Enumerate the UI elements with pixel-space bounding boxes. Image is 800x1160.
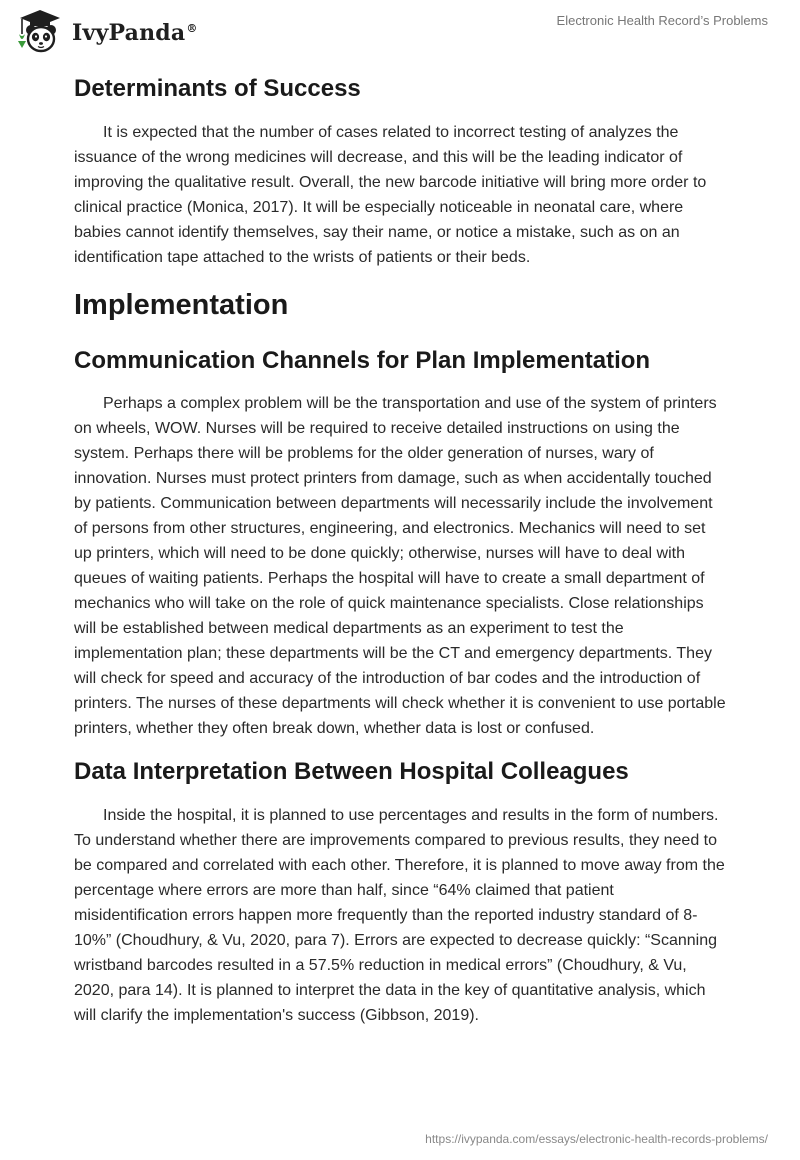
paragraph-communication: Perhaps a complex problem will be the transportation and use of the system of printers on wheels, WOW. Nurses will be required to receive detailed instructions on using the system. Perhaps there will be problems for the older generation of nurses, wary of innovation. Nurses must protect printers from damage, such as when accidentally touched by patients. Communication between departments will necessarily include the involvement of persons from other structures, engineering, and electronics. Mechanics will need to set up printers, which will need to be done quickly; otherwise, nurses will have to deal with queues of waiting patients. Perhaps the hospital will have to create a small department of mechanics who will take on the role of quick maintenance specialists. Close relationships will be established between medical departments as an experiment to test the implementation plan; these departments will be the CT and emergency departments. They will check for speed and accuracy of the introduction of bar codes and the introduction of printers. The nurses of these departments will check whether it is convenient to use portable printers, whether they often break down, whether data is lost or confused.: [74, 395, 726, 738]
panda-graduate-icon: [14, 8, 66, 54]
source-url-link[interactable]: https://ivypanda.com/essays/electronic-health-records-problems/: [425, 1132, 768, 1146]
heading-determinants-of-success: Determinants of Success: [74, 75, 361, 102]
document-title: Electronic Health Record’s Problems: [556, 13, 768, 28]
essay-content: [74, 70, 726, 1028]
paragraph-data-interpretation: Inside the hospital, it is planned to use percentages and results in the form of numbers. To understand whether there are improvements compared to previous results, they need to be compared and correlated with each other. Therefore, it is planned to move away from the percentage where errors are more than half, since “64% claimed that patient misidentification errors happen more frequently than the reported industry standard of 8-10%” (Choudhury, & Vu, 2020, para 7). Errors are expected to decrease quickly: “Scanning wristband barcodes resulted in a 57.5% reduction in medical errors” (Choudhury, & Vu, 2020, para 14). It is planned to interpret the data in the key of quantitative analysis, which will clarify the implementation's success (Gibbson, 2019).: [74, 807, 725, 1025]
page-header: [0, 0, 800, 70]
logo-wordmark: IvyPanda®: [72, 20, 198, 46]
registered-mark: ®: [186, 21, 198, 35]
heading-communication-channels: Communication Channels for Plan Implementation: [74, 346, 651, 374]
heading-implementation: Implementation: [74, 288, 289, 321]
heading-data-interpretation: Data Interpretation Between Hospital Colleagues: [74, 758, 629, 786]
paragraph-determinants: It is expected that the number of cases related to incorrect testing of analyzes the issuance of the wrong medicines will decrease, and this will be the leading indicator of improving the qualitative result. Overall, the new barcode initiative will bring more order to clinical practice (Monica, 2017). It will be especially noticeable in neonatal care, where babies cannot identify themselves, say their name, or notice a mistake, such as on an identification tape attached to the wrists of patients or their beds.: [74, 123, 707, 266]
ivypanda-logo[interactable]: [14, 8, 198, 54]
